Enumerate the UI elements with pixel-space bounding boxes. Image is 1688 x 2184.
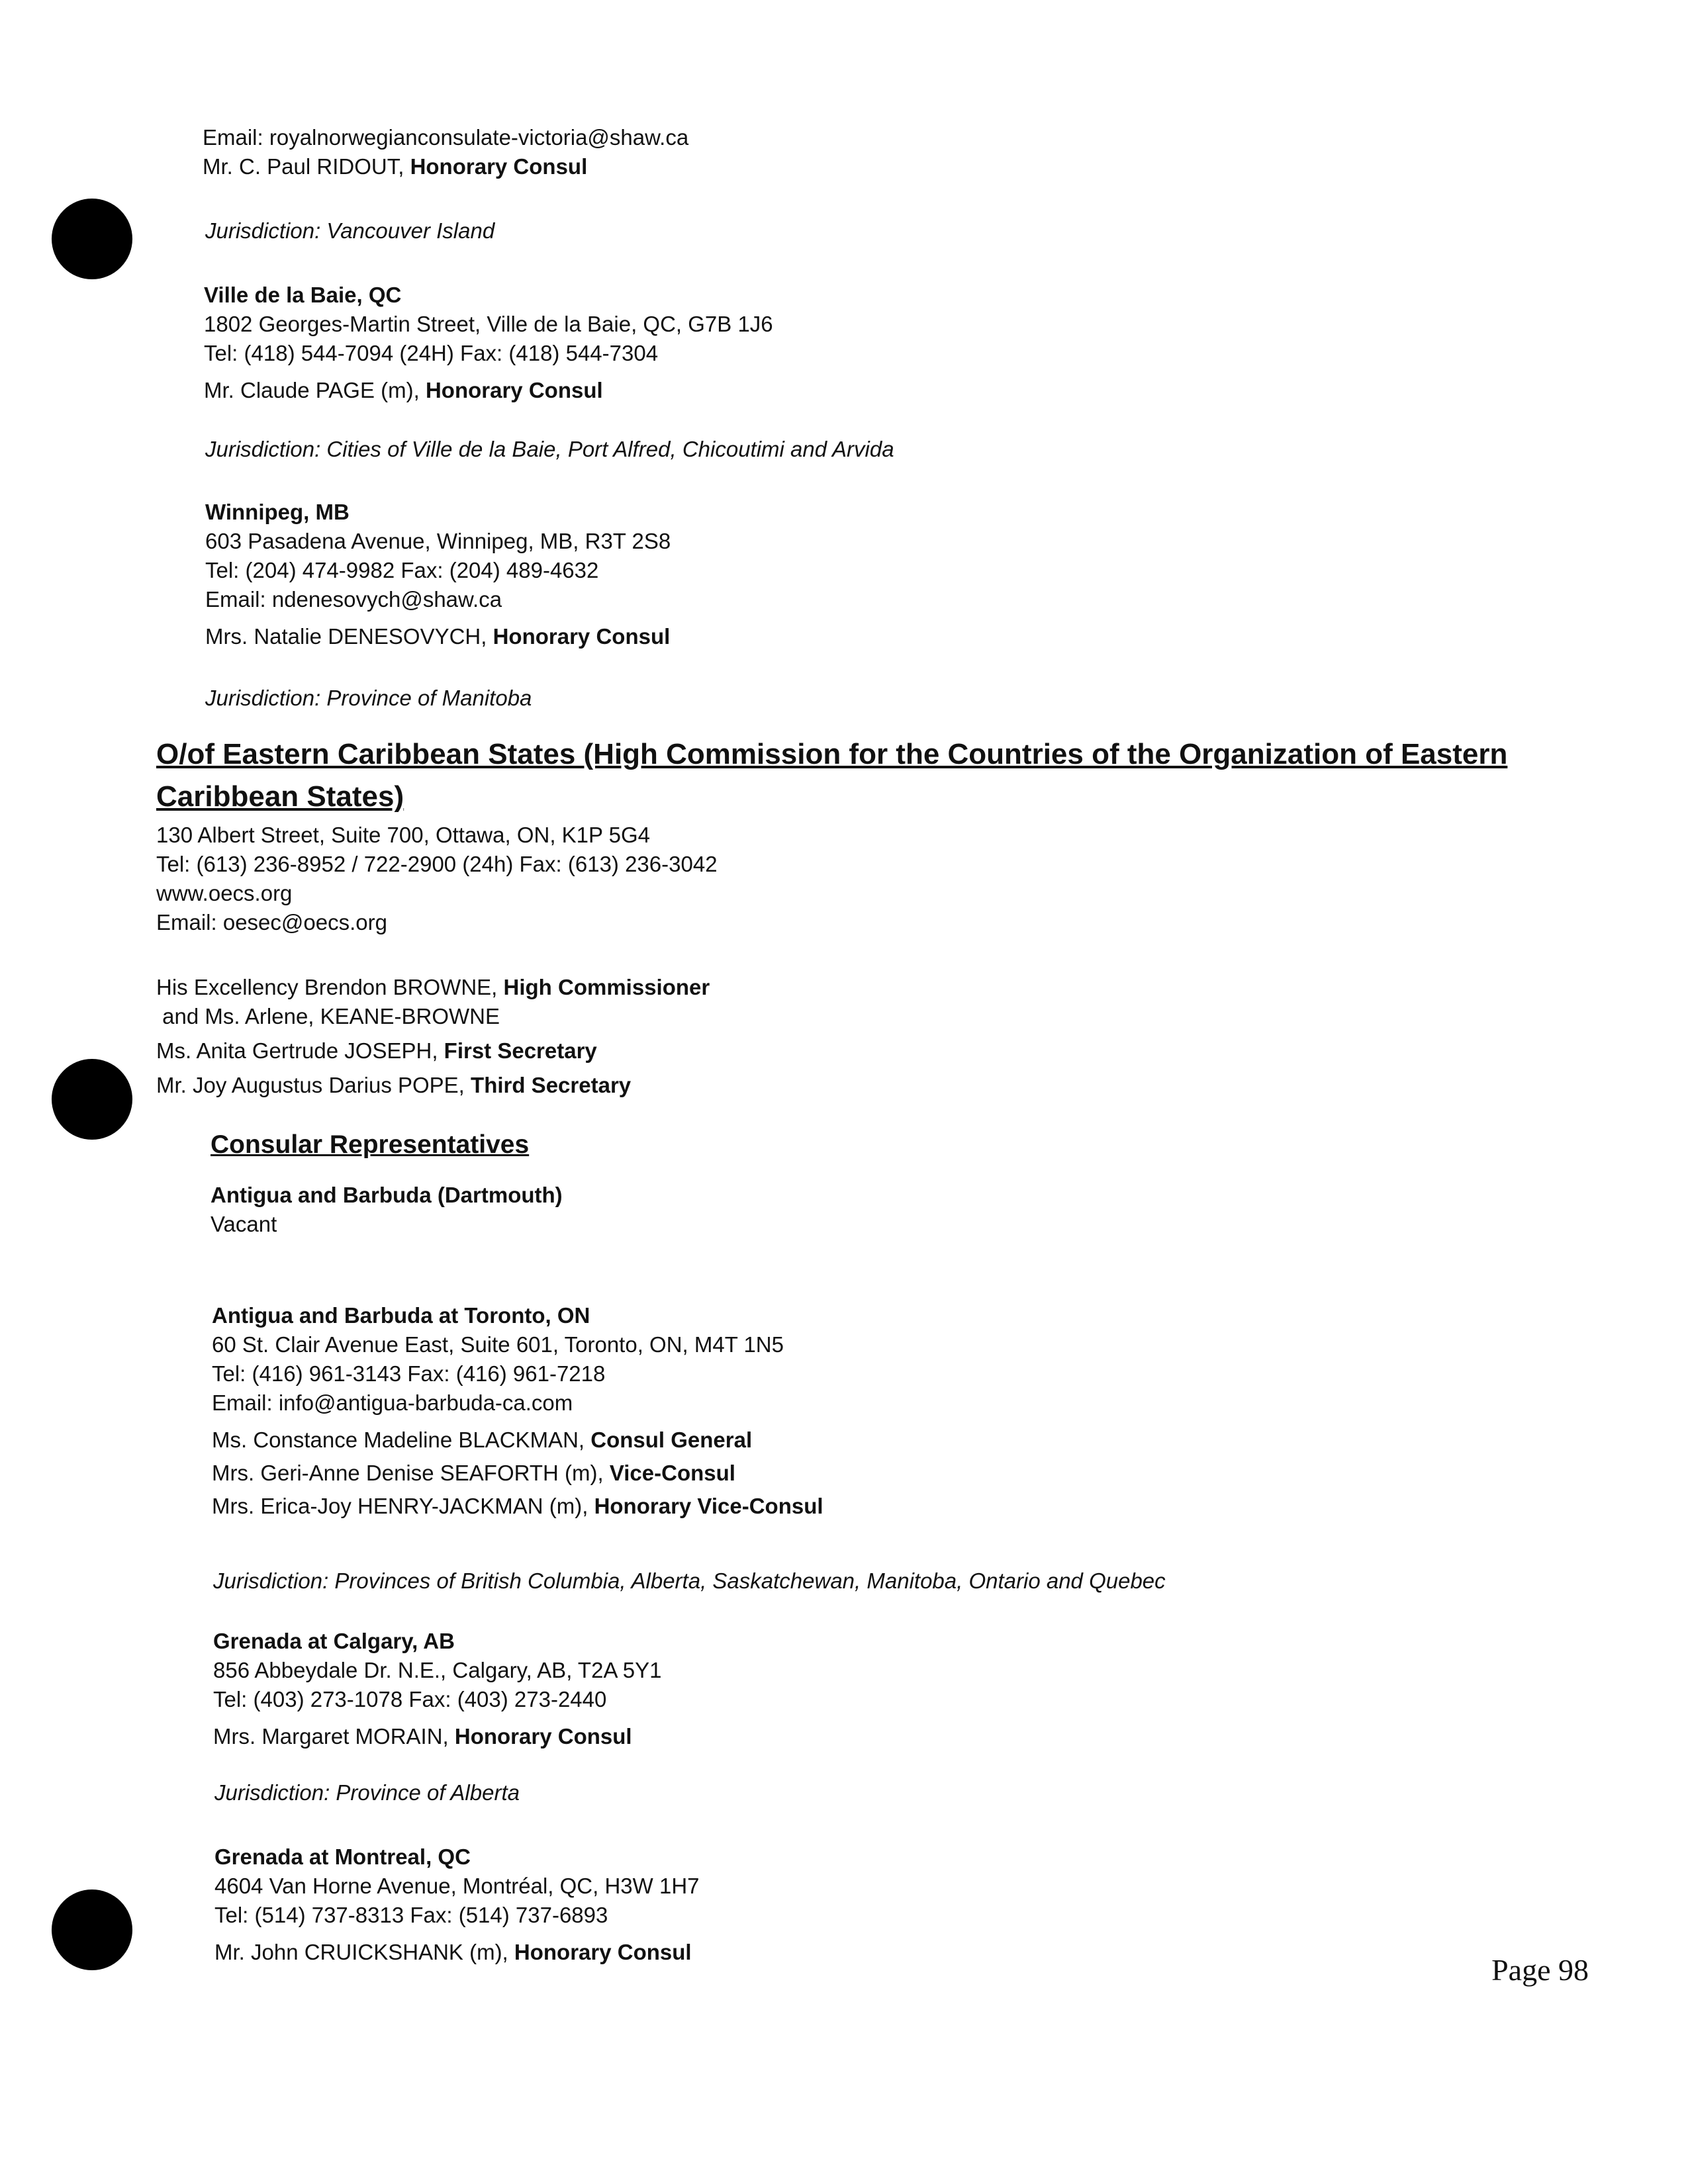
- office-heading: Ville de la Baie, QC: [204, 283, 402, 307]
- person-title: Honorary Consul: [514, 1940, 692, 1964]
- person-title: Third Secretary: [471, 1073, 632, 1097]
- person-name: Mrs. Margaret MORAIN,: [213, 1724, 455, 1749]
- person-name: Mr. Joy Augustus Darius POPE,: [156, 1073, 471, 1097]
- oecs-staff-list: [156, 973, 710, 1100]
- email-line: Email: oesec@oecs.org: [156, 910, 387, 934]
- person-title: Honorary Consul: [425, 378, 603, 402]
- email-line: Email: info@antigua-barbuda-ca.com: [212, 1390, 573, 1415]
- office-winnipeg: [205, 498, 671, 651]
- jurisdiction-text: Jurisdiction: Province of Manitoba: [205, 686, 532, 710]
- section-title: O/of Eastern Caribbean States (High Commission for the Countries of the Organization of Eastern Caribbean States): [156, 738, 1508, 813]
- person-name: Mr. John CRUICKSHANK (m),: [214, 1940, 514, 1964]
- person-name: Mrs. Natalie DENESOVYCH,: [205, 624, 493, 649]
- address-line: 130 Albert Street, Suite 700, Ottawa, ON, K1P 5G4: [156, 823, 650, 847]
- office-heading: Winnipeg, MB: [205, 500, 350, 524]
- punch-hole-middle: [52, 1059, 132, 1140]
- person-name: Mrs. Erica-Joy HENRY-JACKMAN (m),: [212, 1494, 594, 1518]
- staff-line: [156, 973, 710, 1002]
- staff-line: [212, 1459, 823, 1488]
- phone-line: Tel: (403) 273-1078 Fax: (403) 273-2440: [213, 1687, 607, 1711]
- person-name: His Excellency Brendon BROWNE,: [156, 975, 504, 999]
- representative-line: [214, 1938, 700, 1967]
- office-heading: Grenada at Calgary, AB: [213, 1629, 455, 1653]
- office-heading: Grenada at Montreal, QC: [214, 1844, 471, 1869]
- person-title: Honorary Consul: [492, 624, 671, 649]
- person-title: First Secretary: [444, 1038, 597, 1063]
- consular-representatives-heading: Consular Representatives: [211, 1130, 530, 1159]
- status-line: Vacant: [211, 1212, 277, 1236]
- office-heading: Antigua and Barbuda (Dartmouth): [211, 1183, 563, 1207]
- office-grenada-montreal: [214, 1843, 700, 1967]
- website-line: www.oecs.org: [156, 881, 293, 905]
- address-line: 603 Pasadena Avenue, Winnipeg, MB, R3T 2S8: [205, 529, 671, 553]
- representative-line: [204, 376, 773, 405]
- punch-hole-top: [52, 199, 132, 279]
- address-line: 60 St. Clair Avenue East, Suite 601, Toronto, ON, M4T 1N5: [212, 1332, 784, 1357]
- page-number: Page 98: [1491, 1953, 1589, 1987]
- person-title: Honorary Consul: [410, 154, 588, 179]
- email-line: Email: ndenesovych@shaw.ca: [205, 587, 502, 612]
- jurisdiction-text: Jurisdiction: Provinces of British Columbia, Alberta, Saskatchewan, Manitoba, Ontario and Quebec: [213, 1569, 1166, 1593]
- address-line: 4604 Van Horne Avenue, Montréal, QC, H3W 1H7: [214, 1874, 700, 1898]
- person-name: Ms. Anita Gertrude JOSEPH,: [156, 1038, 444, 1063]
- phone-line: Tel: (418) 544-7094 (24H) Fax: (418) 544-7304: [204, 341, 659, 365]
- person-name: Mr. C. Paul RIDOUT,: [203, 154, 410, 179]
- punch-hole-bottom: [52, 1889, 132, 1970]
- oecs-contact-block: [156, 821, 718, 937]
- staff-line: [156, 1036, 710, 1066]
- person-title: High Commissioner: [503, 975, 710, 999]
- address-line: 1802 Georges-Martin Street, Ville de la Baie, QC, G7B 1J6: [204, 312, 773, 336]
- phone-line: Tel: (613) 236-8952 / 722-2900 (24h) Fax: (613) 236-3042: [156, 852, 718, 876]
- representative-line: [203, 152, 688, 181]
- address-line: 856 Abbeydale Dr. N.E., Calgary, AB, T2A 5Y1: [213, 1658, 662, 1682]
- staff-line: [156, 1002, 710, 1031]
- jurisdiction-text: Jurisdiction: Vancouver Island: [205, 218, 495, 243]
- phone-line: Tel: (416) 961-3143 Fax: (416) 961-7218: [212, 1361, 606, 1386]
- person-name: Ms. Constance Madeline BLACKMAN,: [212, 1428, 591, 1452]
- person-title: Honorary Vice-Consul: [594, 1494, 823, 1518]
- phone-line: Tel: (514) 737-8313 Fax: (514) 737-6893: [214, 1903, 608, 1927]
- staff-line: [212, 1426, 823, 1455]
- phone-line: Tel: (204) 474-9982 Fax: (204) 489-4632: [205, 558, 599, 582]
- person-title: Honorary Consul: [454, 1724, 632, 1749]
- staff-line: [212, 1492, 823, 1521]
- office-ville-de-la-baie: [204, 281, 773, 405]
- intro-contact-block: [203, 123, 688, 181]
- representative-line: [213, 1722, 662, 1751]
- person-name: and Ms. Arlene, KEANE-BROWNE: [156, 1004, 500, 1028]
- jurisdiction-text: Jurisdiction: Cities of Ville de la Baie, Port Alfred, Chicoutimi and Arvida: [205, 437, 894, 461]
- person-name: Mr. Claude PAGE (m),: [204, 378, 426, 402]
- person-title: Consul General: [590, 1428, 753, 1452]
- person-title: Vice-Consul: [609, 1461, 735, 1485]
- representative-line: [205, 622, 671, 651]
- office-grenada-calgary: [213, 1627, 662, 1751]
- person-name: Mrs. Geri-Anne Denise SEAFORTH (m),: [212, 1461, 610, 1485]
- office-antigua-toronto: [212, 1301, 823, 1521]
- office-heading: Antigua and Barbuda at Toronto, ON: [212, 1303, 590, 1328]
- staff-line: [156, 1071, 710, 1100]
- office-antigua-dartmouth: [211, 1181, 563, 1239]
- email-line: Email: royalnorwegianconsulate-victoria@shaw.ca: [203, 125, 689, 150]
- jurisdiction-text: Jurisdiction: Province of Alberta: [214, 1780, 520, 1805]
